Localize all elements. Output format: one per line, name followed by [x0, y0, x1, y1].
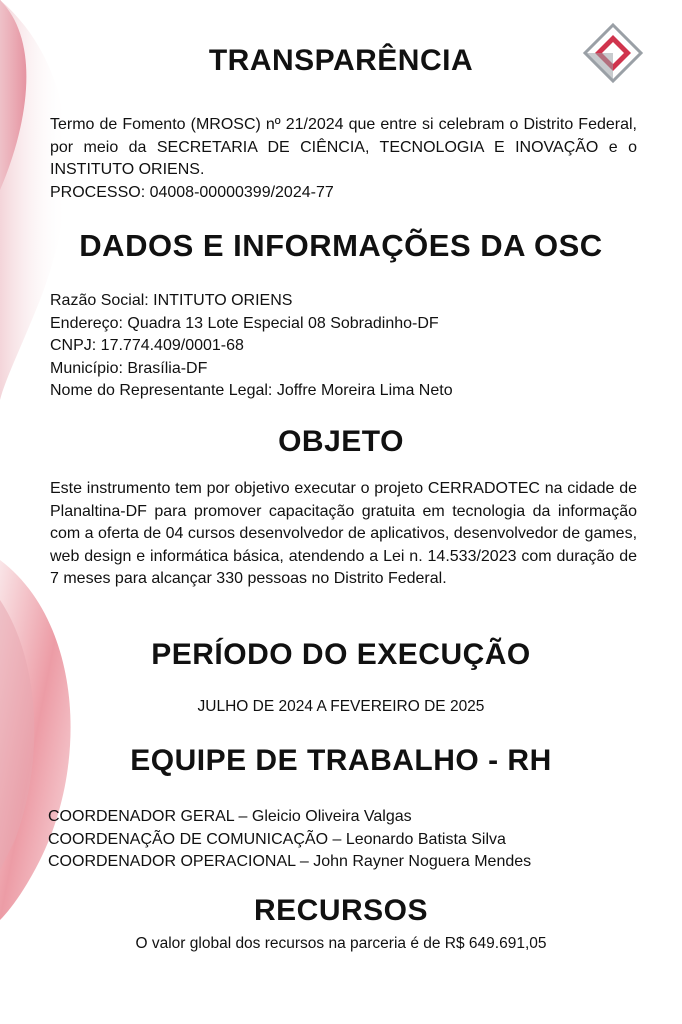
equipe-heading: EQUIPE DE TRABALHO - RH [130, 744, 552, 777]
dados-osc-heading: DADOS E INFORMAÇÕES DA OSC [79, 228, 603, 263]
osc-info-list [50, 290, 650, 403]
periodo-heading: PERÍODO DO EXECUÇÃO [151, 638, 531, 671]
transparencia-heading: TRANSPARÊNCIA [208, 44, 474, 77]
municipio: Município: Brasília-DF [50, 359, 208, 377]
equipe-list [48, 806, 648, 874]
termo-paragraph [50, 114, 637, 204]
razao-social: Razão Social: INTITUTO ORIENS [50, 292, 293, 309]
equipe-member: COORDENADOR GERAL – Gleicio Oliveira Valgas [48, 808, 412, 825]
recursos-heading: RECURSOS [253, 894, 429, 927]
cnpj: CNPJ: 17.774.409/0001-68 [50, 337, 244, 354]
termo-text: Termo de Fomento (MROSC) nº 21/2024 que entre si celebram o Distrito Federal, por meio da SECRETARIA DE CIÊNCIA, TECNOLOGIA E INOVAÇÃO e o INSTITUTO ORIENS. [50, 116, 637, 178]
equipe-member: COORDENAÇÃO DE COMUNICAÇÃO – Leonardo Batista Silva [48, 830, 506, 848]
processo-number: PROCESSO: 04008-00000399/2024-77 [50, 183, 334, 201]
periodo-text: JULHO DE 2024 A FEVEREIRO DE 2025 [197, 698, 485, 715]
recursos-text: O valor global dos recursos na parceria é de R$ 649.691,05 [135, 935, 547, 952]
endereco: Endereço: Quadra 13 Lote Especial 08 Sobradinho-DF [50, 314, 439, 332]
objeto-heading: OBJETO [278, 425, 404, 458]
equipe-member: COORDENADOR OPERACIONAL – John Rayner Noguera Mendes [48, 853, 532, 870]
objeto-paragraph: Este instrumento tem por objetivo executar o projeto CERRADOTEC na cidade de Planaltina-DF para promover capacitação gratuita em tecnologia da informação com a oferta de 04 cursos desenvolvedor de aplicativos, desenvolvedor de games, web design e informática básica, atendendo a Lei n. 14.533/2023 com duração de 7 meses para alcançar 330 pessoas no Distrito Federal. [50, 480, 638, 587]
representante-legal: Nome do Representante Legal: Joffre Moreira Lima Neto [50, 382, 453, 399]
